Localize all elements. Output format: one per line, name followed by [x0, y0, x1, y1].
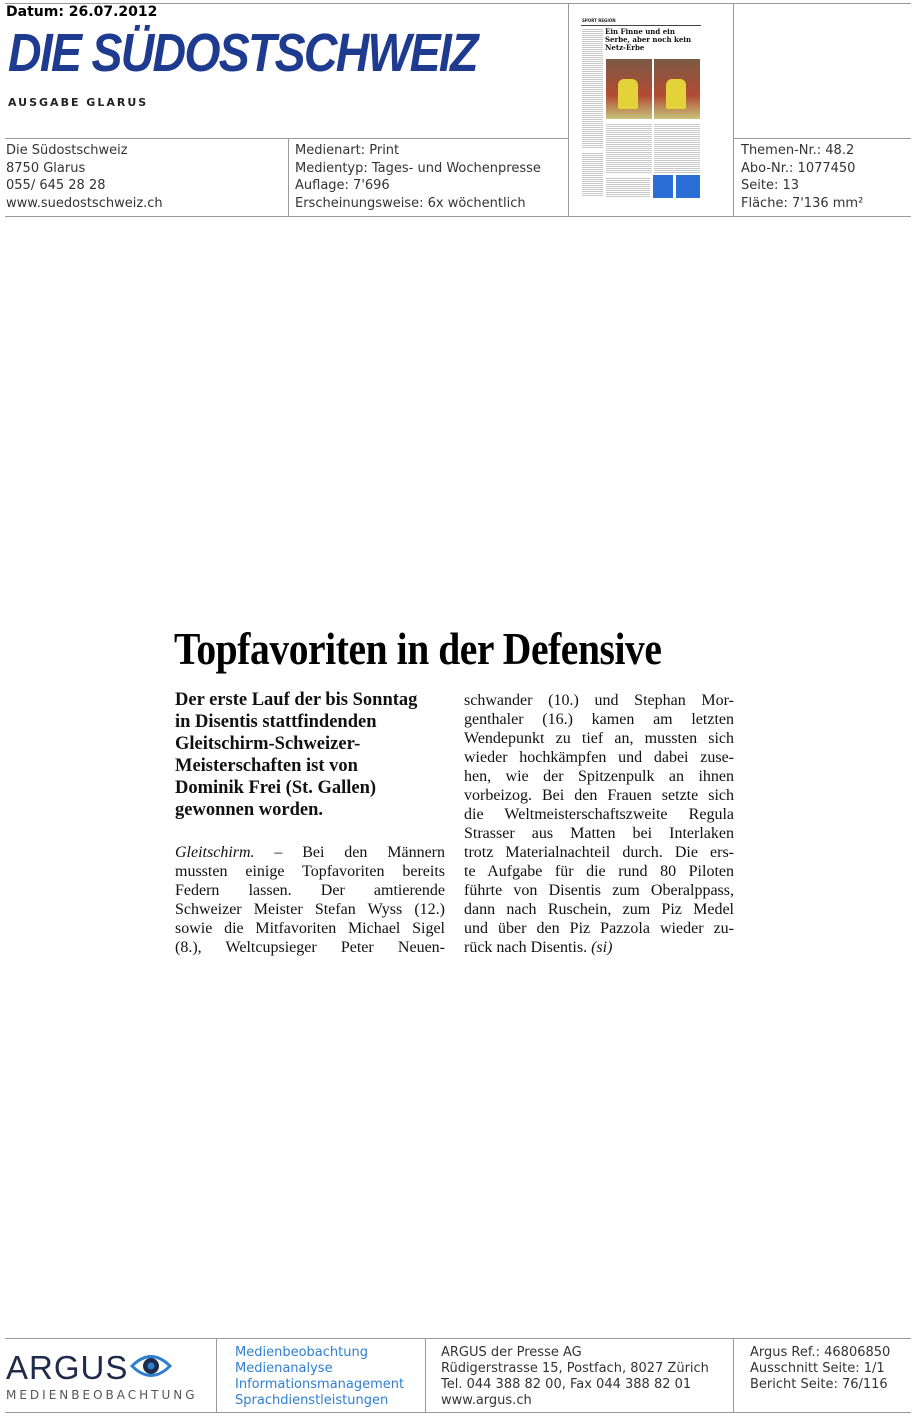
thumbnail-section: SPORT REGION [582, 18, 616, 23]
body-line: Federn lassen. Der amtierende [175, 882, 445, 899]
header-divider [733, 3, 734, 216]
article-lead [175, 689, 445, 821]
header-bottom-rule [5, 216, 911, 217]
media-info [295, 142, 541, 212]
lead-line: Dominik Frei (St. Gallen) [175, 778, 377, 798]
publisher-address: 8750 Glarus [6, 160, 86, 176]
article-headline: Topfavoriten in der Defensive [174, 623, 662, 674]
thumbnail-text-block [606, 177, 650, 197]
media-category: Medientyp: Tages- und Wochenpresse [295, 160, 541, 176]
company-website: www.argus.ch [441, 1393, 532, 1408]
argus-references [750, 1345, 890, 1393]
body-line: hen, wie der Spitzenpulk an ihnen [464, 768, 734, 785]
thumbnail-text-block [606, 123, 652, 173]
body-line: mussten einige Topfavoriten bereits [175, 863, 445, 880]
topic-number: Themen-Nr.: 48.2 [741, 143, 855, 158]
subscription-number: Abo-Nr.: 1077450 [741, 160, 856, 176]
circulation: Auflage: 7'696 [295, 178, 390, 194]
frequency: Erscheinungsweise: 6x wöchentlich [295, 195, 526, 211]
thumbnail-ad-block [676, 175, 700, 198]
article-column-2 [464, 691, 734, 957]
header-info-top-rule [5, 138, 568, 139]
body-line: trotz Materialnachteil durch. Die ers- [464, 844, 734, 861]
thumbnail-text-block [654, 123, 700, 173]
excerpt-page: Ausschnitt Seite: 1/1 [750, 1361, 885, 1376]
body-line: dann nach Ruschein, zum Piz Medel [464, 901, 734, 918]
body-line: führte von Disentis zum Oberalppass, [464, 882, 734, 899]
header-divider [288, 139, 289, 216]
body-line: Wendepunkt zu tief an, mussten sich [464, 730, 734, 747]
footer-top-rule [5, 1338, 911, 1339]
page-thumbnail [579, 15, 703, 200]
header-divider [568, 3, 569, 216]
argus-ref: Argus Ref.: 46806850 [750, 1345, 891, 1360]
company-address: Rüdigerstrasse 15, Postfach, 8027 Zürich [441, 1361, 709, 1376]
reference-info [741, 142, 863, 212]
argus-logo: ARGUS [6, 1349, 129, 1386]
thumbnail-ad-block [653, 175, 673, 198]
publisher-website: www.suedostschweiz.ch [6, 195, 163, 211]
lead-line: gewonnen worden. [175, 800, 324, 820]
edition-label: AUSGABE GLARUS [8, 96, 149, 109]
argus-company [441, 1345, 709, 1409]
publisher-name: Die Südostschweiz [6, 143, 128, 158]
dateline: Gleitschirm. [175, 844, 255, 861]
body-line: genthaler (16.) kamen am letzten [464, 711, 734, 728]
header-info-top-rule [733, 138, 911, 139]
body-line-text: – Bei den Männern [274, 844, 445, 861]
lead-line: Der erste Lauf der bis Sonntag [175, 690, 418, 710]
clipping-date: Datum: 26.07.2012 [6, 4, 158, 20]
argus-services [235, 1345, 404, 1409]
footer-divider [216, 1338, 217, 1413]
body-line: sowie die Mitfavoriten Michael Sigel [175, 920, 445, 937]
thumbnail-text-block [582, 152, 603, 197]
thumbnail-photo [654, 59, 700, 119]
media-type: Medienart: Print [295, 143, 400, 158]
publication-logo: DIE SÜDOSTSCHWEIZ [8, 23, 477, 83]
thumbnail-text-block [582, 28, 603, 148]
body-line: und über den Piz Pazzola wieder zu- [464, 920, 734, 937]
publisher-info [6, 142, 163, 212]
body-line-text: rück nach Disentis. [464, 939, 588, 956]
service-item: Informationsmanagement [235, 1377, 405, 1392]
publisher-phone: 055/ 645 28 28 [6, 178, 106, 194]
page-number: Seite: 13 [741, 178, 800, 194]
service-item: Sprachdienstleistungen [235, 1393, 389, 1408]
footer-divider [425, 1338, 426, 1413]
body-line: (8.), Weltcupsieger Peter Neuen- [175, 939, 445, 956]
thumbnail-title: Ein Finne und ein Serbe, aber noch kein Netz-Erbe [605, 27, 692, 52]
article-column-1 [175, 843, 445, 957]
service-item: Medienanalyse [235, 1361, 333, 1376]
area-size: Fläche: 7'136 mm² [741, 195, 864, 211]
eye-icon [130, 1349, 172, 1383]
body-line: vorbeizog. Bei den Frauen setzte sich [464, 787, 734, 804]
body-line: die Weltmeisterschaftszweite Regula [464, 806, 734, 823]
footer-divider [733, 1338, 734, 1413]
body-line: schwander (10.) und Stephan Mor- [464, 692, 734, 709]
company-phone: Tel. 044 388 82 00, Fax 044 388 82 01 [441, 1377, 692, 1392]
thumbnail-rule [581, 25, 701, 26]
body-line [175, 843, 445, 862]
body-line: Schweizer Meister Stefan Wyss (12.) [175, 901, 445, 918]
footer-bottom-rule [5, 1412, 911, 1413]
lead-line: Gleitschirm-Schweizer- [175, 734, 361, 754]
lead-line: in Disentis stattfindenden [175, 712, 377, 732]
body-line: Strasser aus Matten bei Interlaken [464, 825, 734, 842]
author-credit: (si) [591, 939, 613, 956]
body-line: te Aufgabe für die rund 80 Piloten [464, 863, 734, 880]
argus-logo-subtitle: MEDIENBEOBACHTUNG [6, 1388, 198, 1402]
lead-line: Meisterschaften ist von [175, 756, 358, 776]
thumbnail-photo [606, 59, 652, 119]
service-item: Medienbeobachtung [235, 1345, 368, 1360]
company-name: ARGUS der Presse AG [441, 1345, 582, 1360]
report-page: Bericht Seite: 76/116 [750, 1377, 888, 1392]
body-line [464, 938, 734, 957]
body-line: wieder hochkämpfen und dabei zuse- [464, 749, 734, 766]
